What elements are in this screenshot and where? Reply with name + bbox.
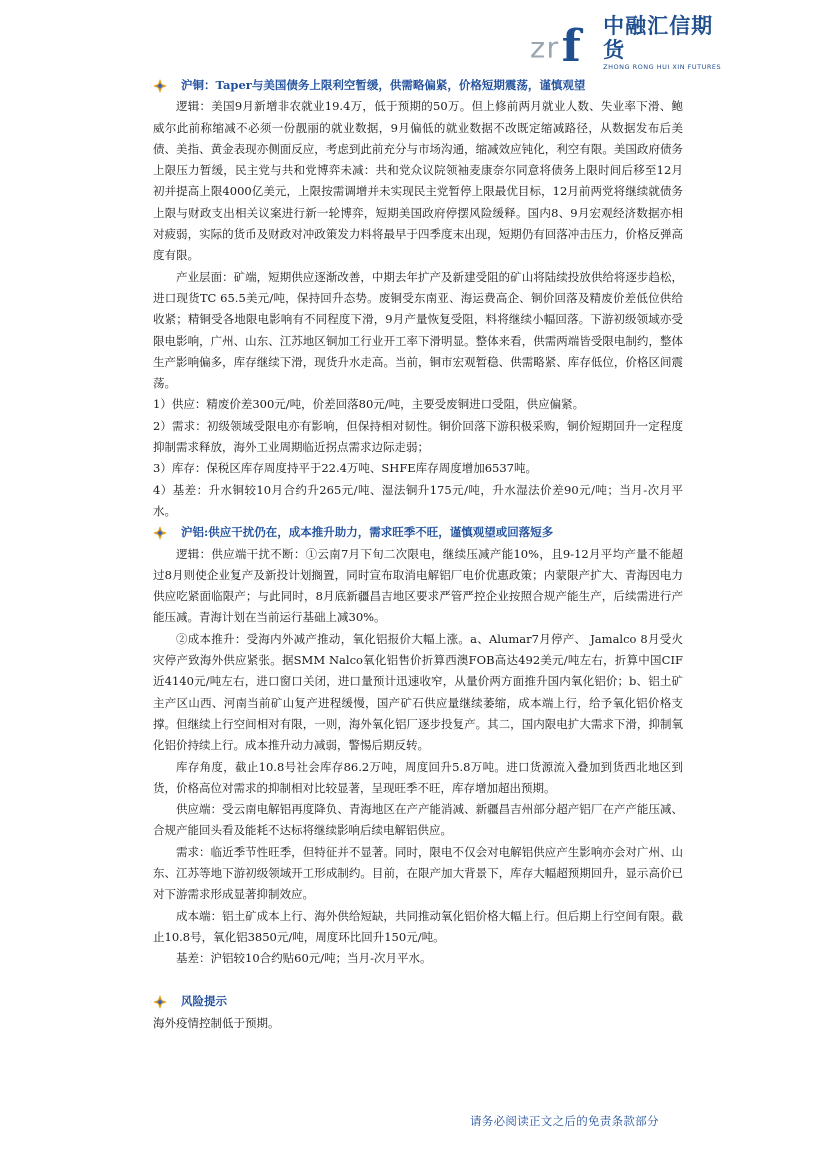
section-spacer <box>153 969 683 991</box>
section-heading-risk <box>153 991 683 1012</box>
list-item-copper-demand: 2）需求：初级领域受限电亦有影响，但保持相对韧性。铜价回落下游积极采购，铜价短期回升一定程度抑制需求释放，海外工业周期临近拐点需求边际走弱； <box>153 418 683 455</box>
section-title: 风险提示 <box>181 994 227 1009</box>
paragraph-aluminum-inventory: 库存角度，截止10.8号社会库存86.2万吨，周度回升5.8万吨。进口货源流入叠加到货西北地区到货，价格高位对需求的抑制相对比较显著，呈现旺季不旺，库存增加超出预期。 <box>153 759 683 795</box>
svg-text:f: f <box>561 21 581 66</box>
list-item-copper-inventory: 3）库存：保税区库存周度持平于22.4万吨、SHFE库存周度增加6537吨。 <box>153 461 537 476</box>
paragraph-aluminum-demand: 需求：临近季节性旺季，但特征并不显著。同时，限电不仅会对电解铝供应产生影响亦会对广州、山东、江苏等地下游初级领域开工形成制约。目前，在限产加大背景下，库存大幅超预期回升，显示高价已对下游需求形成显著抑制效应。 <box>153 844 683 902</box>
section-heading-copper <box>153 75 683 96</box>
paragraph-risk: 海外疫情控制低于预期。 <box>153 1015 280 1030</box>
disclaimer-footer: 请务必阅读正文之后的免责条款部分 <box>470 1114 659 1128</box>
paragraph-aluminum-cost: ②成本推升：受海内外减产推动，氧化铝报价大幅上涨。a、Alumar7月停产、 Jamalco 8月受火灾停产致海外供应紧张。据SMM Nalco氧化铝售价折算西澳FOB高达492美元/吨左右，折算中国CIF近4140元/吨左右，进口窗口关闭，进口量预计迅速收窄，从量价两方面推升国内氧化铝价；b、铝土矿主产区山西、河南当前矿山复产进程缓慢，国产矿石供应量继续萎缩，成本端上行，给予氧化铝价格支撑。但继续上行空间相对有限，一则，海外氧化铝厂逐步投复产。其二，国内限电扩大需求下滑，抑制氧化铝价持续上行。成本推升动力减弱，警惕后期反转。 <box>153 631 683 753</box>
logo-chinese-name: 中融汇信期货 <box>603 14 714 62</box>
paragraph-copper-logic: 逻辑：美国9月新增非农就业19.4万，低于预期的50万。但上修前两月就业人数、失业率下滑、鲍威尔此前称缩减不必须一份靓丽的就业数据，9月偏低的就业数据不改既定缩减路径，从数据发布后美债、美指、黄金表现亦侧面反应，考虑到此前充分与市场沟通，缩减效应钝化，利空有限。美国政府债务上限压力暂缓，民主党与共和党博弈未减：共和党众议院领袖麦康奈尔同意将债务上限时间后移至12月初并提高上限4000亿美元，上限按需调增并未实现民主党暂停上限最优目标，12月前两党将继续就债务上限与财政支出相关议案进行新一轮博弈，短期美国政府停摆风险缓释。国内8、9月宏观经济数据亦相对疲弱，实际的货币及财政对冲政策发力料将最早于四季度末出现，短期仍有回落冲击压力，价格反弹高度有限。 <box>153 99 683 263</box>
company-logo <box>530 14 730 71</box>
four-point-star-bullet-icon <box>153 995 167 1009</box>
four-point-star-bullet-icon <box>153 79 167 93</box>
section-title: 沪铜：Taper与美国债务上限利空暂缓，供需略偏紧，价格短期震荡，谨慎观望 <box>181 78 586 92</box>
paragraph-aluminum-basis: 基差：沪铝较10合约贴60元/吨；当月-次月平水。 <box>176 951 432 966</box>
list-item-copper-basis: 4）基差：升水铜较10月合约升265元/吨、湿法铜升175元/吨，升水湿法价差90元/吨；当月-次月平水。 <box>153 482 683 518</box>
svg-text:z: z <box>530 30 546 65</box>
section-heading-aluminum <box>153 522 683 543</box>
four-point-star-bullet-icon <box>153 526 167 540</box>
paragraph-aluminum-cost-end: 成本端：铝土矿成本上行、海外供给短缺，共同推动氧化铝价格大幅上行。但后期上行空间有限。截止10.8号，氧化铝3850元/吨，周度环比回升150元/吨。 <box>153 908 683 944</box>
report-body <box>153 75 683 1034</box>
paragraph-aluminum-logic: 逻辑：供应端干扰不断：①云南7月下旬二次限电，继续压减产能10%，且9-12月平均产量不能超过8月则使企业复产及新投计划搁置，同时宣布取消电解铝厂电价优惠政策；内蒙限产扩大、青海因电力供应吃紧面临限产；与此同时，8月底新疆昌吉地区要求严管严控企业按照合规产能生产，后续需进行产能压减。青海计划在当前运行基础上减30%。 <box>153 546 683 625</box>
section-title: 沪铝:供应干扰仍在，成本推升助力，需求旺季不旺，谨慎观望或回落短多 <box>181 525 554 540</box>
list-item-copper-supply: 1）供应：精废价差300元/吨，价差回落80元/吨，主要受废铜进口受阻，供应偏紧。 <box>153 397 585 412</box>
svg-text:r: r <box>546 30 559 65</box>
paragraph-aluminum-supply: 供应端：受云南电解铝再度降负、青海地区在产产能消减、新疆昌吉州部分超产铝厂在产产能压减、合规产能回头看及能耗不达标将继续影响后续电解铝供应。 <box>153 802 683 838</box>
zrf-logo-icon <box>530 20 599 66</box>
paragraph-copper-industry: 产业层面：矿端，短期供应逐渐改善，中期去年扩产及新建受阻的矿山将陆续投放供给将逐步趋松，进口现货TC 65.5美元/吨，保持回升态势。废铜受东南亚、海运费高企、铜价回落及精废价差低位供给收紧；精铜受各地限电影响有不同程度下滑，9月产量恢复受阻，料将继续小幅回落。下游初级领域亦受限电影响，广州、山东、江苏地区铜加工行业开工率下滑明显。整体来看，供需两端皆受限电制约，整体生产影响偏多，库存继续下滑，现货升水走高。当前，铜市宏观暂稳、供需略紧、库存低位，价格区间震荡。 <box>153 269 683 391</box>
logo-english-name: ZHONG RONG HUI XIN FUTURES <box>603 63 722 71</box>
